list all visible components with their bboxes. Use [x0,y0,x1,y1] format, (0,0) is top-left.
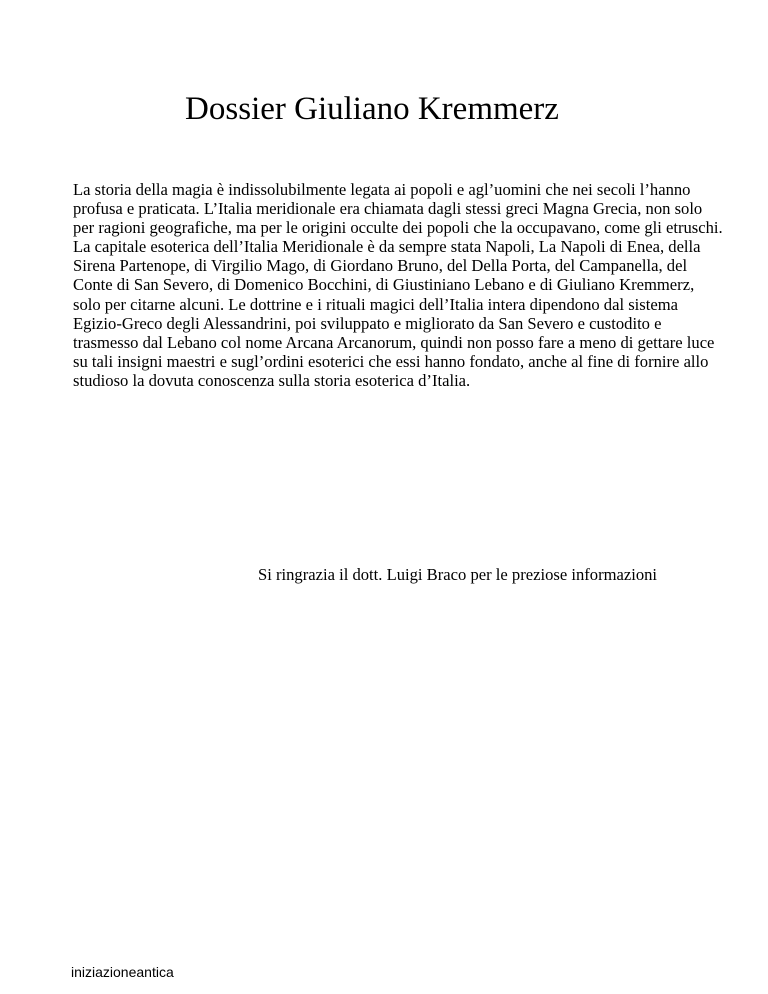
footer-source-label: iniziazioneantica [71,964,174,980]
acknowledgement-text: Si ringrazia il dott. Luigi Braco per le preziose informazioni [258,565,658,584]
page-title [0,89,768,129]
page-title-text: Dossier Giuliano Kremmerz [185,91,559,127]
body-paragraph: La storia della magia è indissolubilmente legata ai popoli e agl’uomini che nei secoli l’hanno profusa e praticata. L’Italia meridionale era chiamata dagli stessi greci Magna Grecia, non solo per ragioni geografiche, ma per le origini occulte dei popoli che la occupavano, come gli etruschi. La capitale esoterica dell’Italia Meridionale è da sempre stata Napoli, La Napoli di Enea, della Sirena Partenope, di Virgilio Mago, di Giordano Bruno, del Della Porta, del Campanella, del Conte di San Severo, di Domenico Bocchini, di Giustiniano Lebano e di Giuliano Kremmerz, solo per citarne alcuni. Le dottrine e i rituali magici dell’Italia intera dipendono dal sistema Egizio-Greco degli Alessandrini, poi sviluppato e migliorato da San Severo e custodito e trasmesso dal Lebano col nome Arcana Arcanorum, quindi non posso fare a meno di gettare luce su tali insigni maestri e sugl’ordini esoterici che essi hanno fondato, anche al fine di fornire allo studioso la dovuta conoscenza sulla storia esoterica d’Italia. [73,180,723,390]
